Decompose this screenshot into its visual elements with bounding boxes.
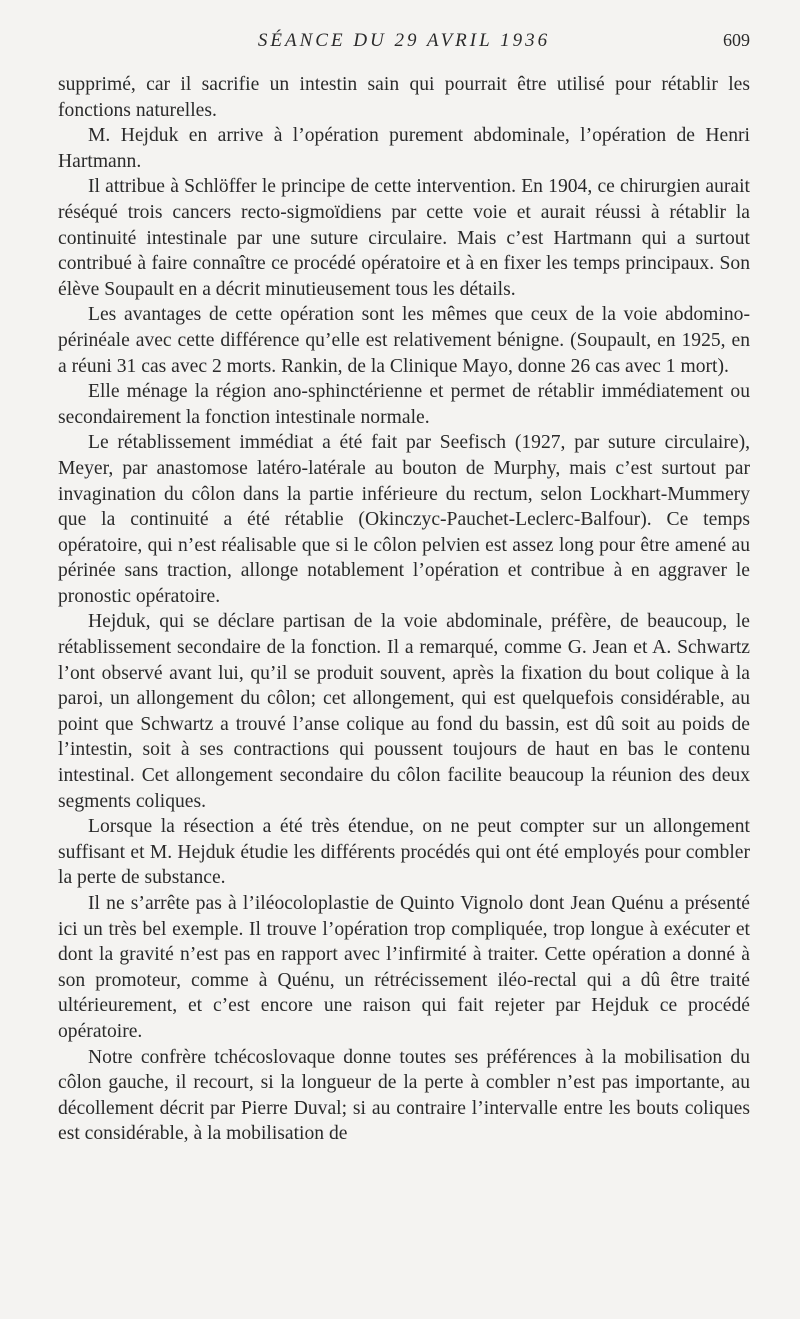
paragraph: Il ne s’arrête pas à l’iléocoloplastie de Quinto Vignolo dont Jean Quénu a présenté ici un très bel exemple. Il trouve l’opération trop compliquée, trop longue à exécuter et dont la gravité n’est pas en rapport avec l’infirmité à traiter. Cette opération a donné à son promoteur, comme à Quénu, un rétrécissement iléo-rectal qui a dû être traité ultérieurement, et c’est encore une raison qui fait rejeter par Hejduk ce procédé opératoire. [58,893,750,1042]
paragraph: M. Hejduk en arrive à l’opération purement abdominale, l’opération de Henri Hartmann. [58,125,750,172]
paragraph: Elle ménage la région ano-sphinctérienne et permet de rétablir immédiatement ou secondairement la fonction intestinale normale. [58,381,750,428]
page-header [58,0,750,64]
paragraph: Notre confrère tchécoslovaque donne toutes ses préférences à la mobilisation du côlon gauche, il recourt, si la longueur de la perte à combler n’est pas importante, au décollement décrit par Pierre Duval; si au contraire l’intervalle entre les bouts coliques est considérable, à la mobilisation de [58,1046,750,1145]
paragraph-continued: supprimé, car il sacrifie un intestin sain qui pourrait être utilisé pour rétablir les fonctions naturelles. [58,74,750,121]
running-head: SÉANCE DU 29 AVRIL 1936 [257,30,551,51]
paragraph: Les avantages de cette opération sont les mêmes que ceux de la voie abdomino-périnéale avec cette différence qu’elle est relativement bénigne. (Soupault, en 1925, en a réuni 31 cas avec 2 morts. Rankin, de la Clinique Mayo, donne 26 cas avec 1 mort). [58,304,750,377]
page [58,0,750,1145]
page-number: 609 [723,30,750,50]
paragraph: Lorsque la résection a été très étendue, on ne peut compter sur un allongement suffisant et M. Hejduk étudie les différents procédés qui ont été employés pour combler la perte de substance. [58,816,750,889]
paragraph: Hejduk, qui se déclare partisan de la voie abdominale, préfère, de beaucoup, le rétablissement secondaire de la fonction. Il a remarqué, comme G. Jean et A. Schwartz l’ont observé avant lui, qu’il se produit souvent, après la fixation du bout colique à la paroi, un allongement du côlon; cet allongement, qui est quelquefois considérable, au point que Schwartz a trouvé l’anse colique au fond du bassin, est dû soit au poids de l’intestin, soit à ses contractions qui poussent toujours de haut en bas le contenu intestinal. Cet allongement secondaire du côlon facilite beaucoup la réunion des deux segments coliques. [58,611,750,812]
body-text [58,72,750,1147]
paragraph: Le rétablissement immédiat a été fait par Seefisch (1927, par suture circulaire), Meyer, par anastomose latéro-latérale au bouton de Murphy, mais c’est surtout par invagination du côlon dans la partie inférieure du rectum, selon Lockhart-Mummery que la continuité a été rétablie (Okinczyc-Pauchet-Leclerc-Balfour). Ce temps opératoire, qui n’est réalisable que si le côlon pelvien est assez long pour être amené au périnée sans traction, allonge notablement l’opération et contribue à en aggraver le pronostic opératoire. [58,432,750,607]
paragraph: Il attribue à Schlöffer le principe de cette intervention. En 1904, ce chirurgien aurait réséqué trois cancers recto-sigmoïdiens par cette voie et aurait réussi à rétablir la continuité intestinale par une suture circulaire. Mais c’est Hartmann qui a surtout contribué à faire connaître ce procédé opératoire et à en fixer les temps principaux. Son élève Soupault en a décrit minutieusement tous les détails. [58,176,750,300]
